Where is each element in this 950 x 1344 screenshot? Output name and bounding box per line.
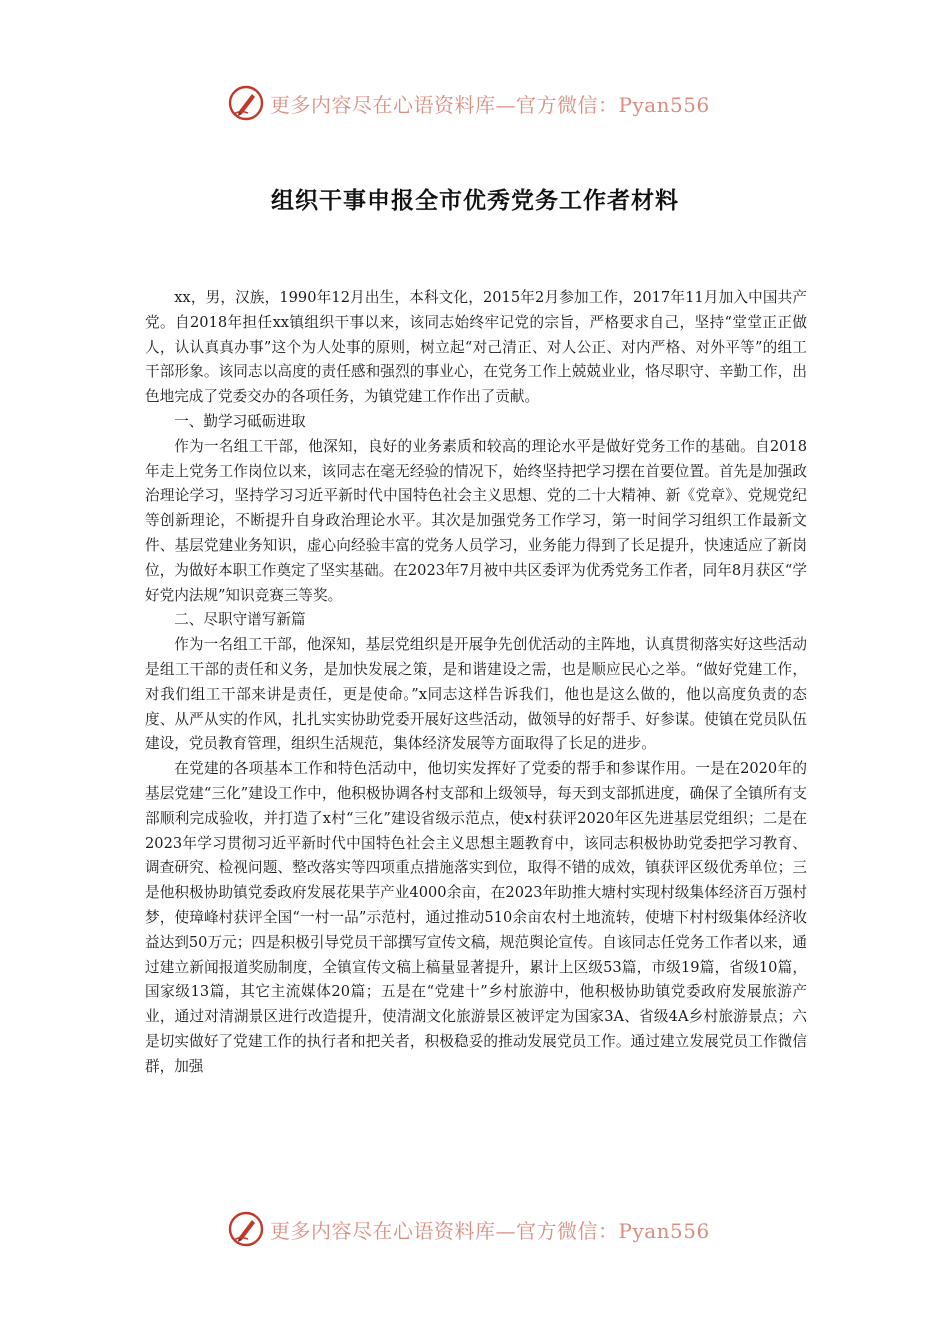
watermark-text: 更多内容尽在心语资料库—官方微信：Pyan556 [270,1218,710,1243]
section-heading-1: 一、勤学习砥砺进取 [174,412,306,430]
paragraph-intro: xx，男，汉族，1990年12月出生，本科文化，2015年2月参加工作，2017年11月加入中国共产党。自2018年担任xx镇组织干事以来，该同志始终牢记党的宗旨，严格要求自己，坚持“堂堂正正做人，认认真真办事”这个为人处事的原则，树立起“对己清正、对人公正、对内严格、对外平等”的组工干部形象。该同志以高度的责任感和强烈的事业心，在党务工作上兢兢业业，恪尽职守、辛勤工作，出色地完成了党委交办的各项任务，为镇党建工作作出了贡献。 [145,289,807,406]
pen-logo-icon [226,83,266,123]
document-title: 组织干事申报全市优秀党务工作者材料 [271,188,679,214]
footer-watermark-banner [226,1207,710,1251]
paragraph-duty: 作为一名组工干部，他深知，基层党组织是开展争先创优活动的主阵地，认真贯彻落实好这些活动是组工干部的责任和义务，是加快发展之策，是和谐建设之需，也是顺应民心之举。“做好党建工作，对我们组工干部来讲是责任，更是使命。”x同志这样告诉我们，他也是这么做的，他以高度负责的态度、从严从实的作风，扎扎实实协助党委开展好这些活动，做领导的好帮手、好参谋。使镇在党员队伍建设，党员教育管理，组织生活规范，集体经济发展等方面取得了长足的进步。 [145,636,807,753]
watermark-text: 更多内容尽在心语资料库—官方微信：Pyan556 [270,92,710,117]
paragraph-achievements: 在党建的各项基本工作和特色活动中，他切实发挥好了党委的帮手和参谋作用。一是在2020年的基层党建“三化”建设工作中，他积极协调各村支部和上级领导，每天到支部抓进度，确保了全镇所有支部顺利完成验收，并打造了x村“三化”建设省级示范点，使x村获评2020年区先进基层党组织；二是在2023年学习贯彻习近平新时代中国特色社会主义思想主题教育中，该同志积极协助党委把学习教育、调查研究、检视问题、整改落实等四项重点措施落实到位，取得不错的成效，镇获评区级优秀单位；三是他积极协助镇党委政府发展花果芋产业4000余亩，在2023年助推大塘村实现村级集体经济百万强村梦，使璋峰村获评全国“一村一品”示范村，通过推动510余亩农村土地流转，使塘下村村级集体经济收益达到50万元；四是积极引导党员干部撰写宣传文稿，规范舆论宣传。自该同志任党务工作者以来，通过建立新闻报道奖励制度，全镇宣传文稿上稿量显著提升，累计上区级53篇，市级19篇，省级10篇，国家级13篇，其它主流媒体20篇；五是在“党建十”乡村旅游中，他积极协助镇党委政府发展旅游产业，通过对清湖景区进行改造提升，使清湖文化旅游景区被评定为国家3A、省级4A乡村旅游景点；六是切实做好了党建工作的执行者和把关者，积极稳妥的推动发展党员工作。通过建立发展党员工作微信群，加强 [145,760,807,1075]
paragraph-study: 作为一名组工干部，他深知，良好的业务素质和较高的理论水平是做好党务工作的基础。自2018年走上党务工作岗位以来，该同志在毫无经验的情况下，始终坚持把学习摆在首要位置。首先是加强政治理论学习，坚持学习习近平新时代中国特色社会主义思想、党的二十大精神、新《党章》、党规党纪等创新理论，不断提升自身政治理论水平。其次是加强党务工作学习，第一时间学习组织工作最新文件、基层党建业务知识，虚心向经验丰富的党务人员学习，业务能力得到了长足提升，快速适应了新岗位，为做好本职工作奠定了坚实基础。在2023年7月被中共区委评为优秀党务工作者，同年8月获区“学好党内法规”知识竞赛三等奖。 [145,437,807,604]
document-body [145,286,807,1080]
pen-logo-icon [226,1209,266,1249]
section-heading-2: 二、尽职守谱写新篇 [174,611,306,629]
header-watermark-banner [226,81,710,125]
